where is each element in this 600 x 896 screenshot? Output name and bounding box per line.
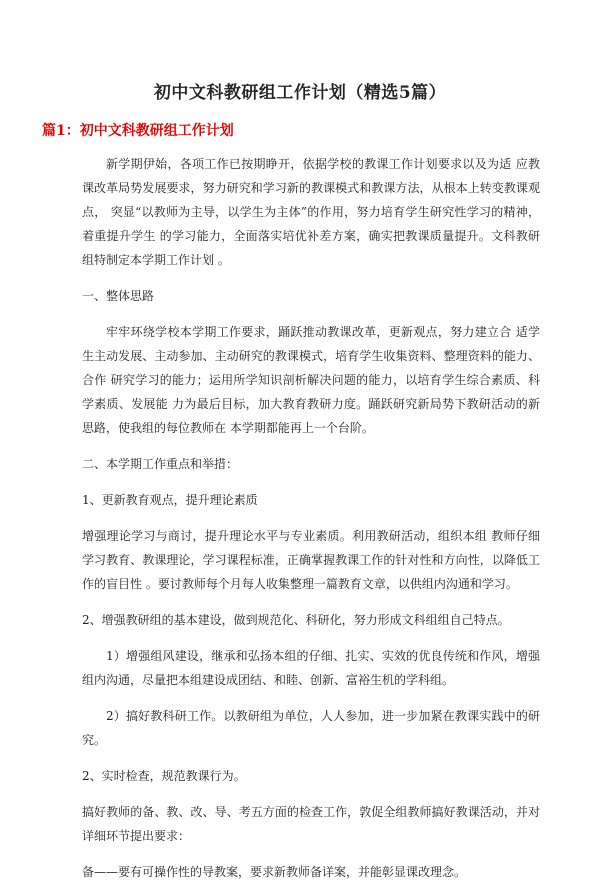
paragraph: 牢牢环绕学校本学期工作要求，踊跃推动教课改革，更新观点，努力建立合 适学生主动发展、主动参加、主动研究的教课模式，培育学生收集资料、整理资料的能力、合作 研究学习的能力；运用所学知识剖析解决问题的能力，以培育学生综合素质、科学素质、发展能 力为最后目标，加大教育教研力度。踊跃研究新局势下教研活动的新思路，使我组的每位教师在 本学期都能再上一个台阶。	[82, 325, 540, 435]
document-body	[82, 152, 540, 896]
paragraph: 搞好教师的备、教、改、导、考五方面的检查工作，敦促全组教师搞好教课活动，并对详细环节提出要求：	[82, 805, 540, 843]
subheading: 2、增强教研组的基本建设，做到规范化、科研化，努力形成文科组组自己特点。	[82, 613, 510, 627]
subheading: 2、实时检查，规范教课行为。	[82, 769, 246, 783]
heading-key-work: 二、本学期工作重点和举措：	[82, 457, 239, 471]
paragraph: 1）增强组风建设，继承和弘扬本组的仔细、扎实、实效的优良传统和作风，增强组内沟通，尽量把本组建设成团结、和睦、创新、富裕生机的学科组。	[82, 649, 540, 687]
document-title: 初中文科教研组工作计划（精选5篇）	[153, 83, 447, 103]
subheading: 1、更新教育观点，提升理论素质	[82, 493, 258, 507]
paragraph: 备——要有可操作性的导教案，要求新教师备详案，并能彰显课改理念。	[82, 865, 467, 879]
paragraph: 2）搞好教科研工作。以教研组为单位，人人参加，进一步加紧在教课实践中的研究。	[82, 709, 540, 747]
paragraph: 新学期伊始，各项工作已按期睁开，依据学校的教课工作计划要求以及为适 应教课改革局势发展要求，努力研究和学习新的教课模式和教课方法，从根本上转变教课观点， 突显“以教师为主导，以学生为主体”的作用，努力培育学生研究性学习的精神，着重提升学生 的学习能力，全面落实培优补差方案，确实把教课质量提升。文科教研组特制定本学期工作计划 。	[82, 157, 540, 267]
section-title: 篇1：初中文科教研组工作计划	[42, 123, 234, 139]
heading-overall-approach: 一、整体思路	[82, 289, 155, 303]
paragraph: 增强理论学习与商讨，提升理论水平与专业素质。利用教研活动，组织本组 教师仔细学习教育、教课理论，学习课程标准，正确掌握教课工作的针对性和方向性，以降低工 作的盲目性 。要讨教师每个月每人收集整理一篇教育文章，以供组内沟通和学习。	[82, 529, 540, 591]
